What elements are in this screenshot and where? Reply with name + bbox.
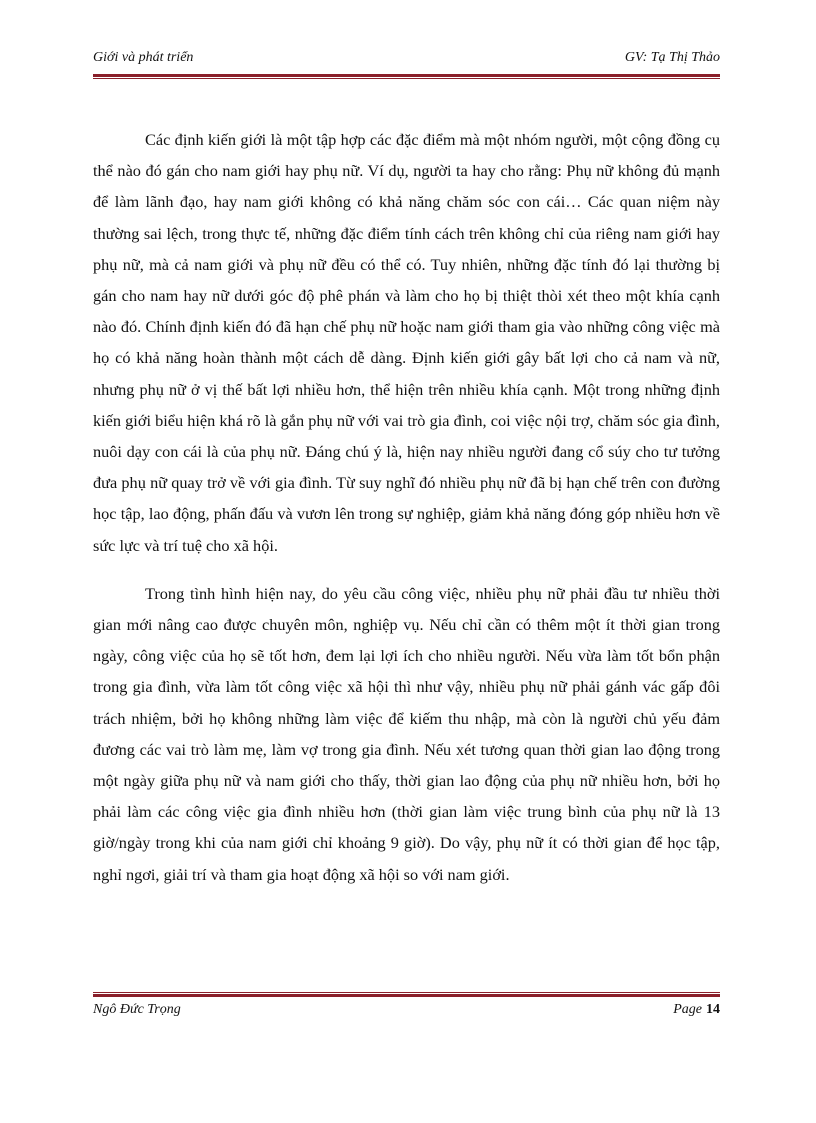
body-text — [93, 124, 720, 890]
footer-rule — [93, 992, 720, 997]
page-number-block — [673, 1002, 720, 1018]
footer-rule-thin — [93, 992, 720, 993]
header-rule — [93, 74, 720, 79]
page-number: 14 — [706, 1002, 720, 1017]
paragraph-2: Trong tình hình hiện nay, do yêu cầu công việc, nhiều phụ nữ phải đầu tư nhiều thời gian mới nâng cao được chuyên môn, nghiệp vụ. Nếu chỉ cần có thêm một ít thời gian trong ngày, công việc của họ sẽ tốt hơn, đem lại lợi ích cho nhiều người. Nếu vừa làm tốt bổn phận trong gia đình, vừa làm tốt công việc xã hội thì như vậy, nhiều phụ nữ phải gánh vác gấp đôi trách nhiệm, bởi họ không những làm việc để kiếm thu nhập, mà còn là người chủ yếu đảm đương các vai trò làm mẹ, làm vợ trong gia đình. Nếu xét tương quan thời gian lao động trong một ngày giữa phụ nữ và nam giới cho thấy, thời gian lao động của phụ nữ nhiều hơn, bởi họ phải làm các công việc gia đình nhiều hơn (thời gian làm việc trung bình của phụ nữ là 13 giờ/ngày trong khi của nam giới chỉ khoảng 9 giờ). Do vậy, phụ nữ ít có thời gian để học tập, nghỉ ngơi, giải trí và tham gia hoạt động xã hội so với nam giới. — [93, 583, 720, 884]
footer-author: Ngô Đức Trọng — [93, 1002, 181, 1017]
page-label: Page — [673, 1002, 702, 1017]
footer-rule-thick — [93, 994, 720, 997]
header-rule-thick — [93, 74, 720, 77]
header-course-title: Giới và phát triển — [93, 50, 194, 65]
paragraph-1: Các định kiến giới là một tập hợp các đặc điểm mà một nhóm người, một cộng đồng cụ thể nào đó gán cho nam giới hay phụ nữ. Ví dụ, người ta hay cho rằng: Phụ nữ không đủ mạnh để làm lãnh đạo, hay nam giới không có khả năng chăm sóc con cái… Các quan niệm này thường sai lệch, trong thực tế, những đặc điểm tính cách trên không chỉ của riêng nam giới hay phụ nữ, mà cả nam giới và phụ nữ đều có thể có. Tuy nhiên, những đặc tính đó lại thường bị gán cho nam hay nữ dưới góc độ phê phán và làm cho họ bị thiệt thòi xét theo một khía cạnh nào đó. Chính định kiến đó đã hạn chế phụ nữ hoặc nam giới tham gia vào những công việc mà họ có khả năng hoàn thành một cách dễ dàng. Định kiến giới gây bất lợi cho cả nam và nữ, nhưng phụ nữ ở vị thế bất lợi nhiều hơn, thể hiện trên nhiều khía cạnh. Một trong những định kiến giới biểu hiện khá rõ là gắn phụ nữ với vai trò gia đình, coi việc nội trợ, chăm sóc gia đình, nuôi dạy con cái là của phụ nữ. Đáng chú ý là, hiện nay nhiều người đang cổ súy cho tư tưởng đưa phụ nữ quay trở về với gia đình. Từ suy nghĩ đó nhiều phụ nữ đã bị hạn chế trên con đường học tập, lao động, phấn đấu và vươn lên trong sự nghiệp, giảm khả năng đóng góp nhiều hơn về sức lực và trí tuệ cho xã hội. — [93, 130, 720, 555]
page-footer — [93, 1002, 720, 1024]
header-rule-thin — [93, 78, 720, 79]
page-header — [93, 50, 720, 72]
header-instructor: GV: Tạ Thị Thảo — [624, 50, 720, 65]
